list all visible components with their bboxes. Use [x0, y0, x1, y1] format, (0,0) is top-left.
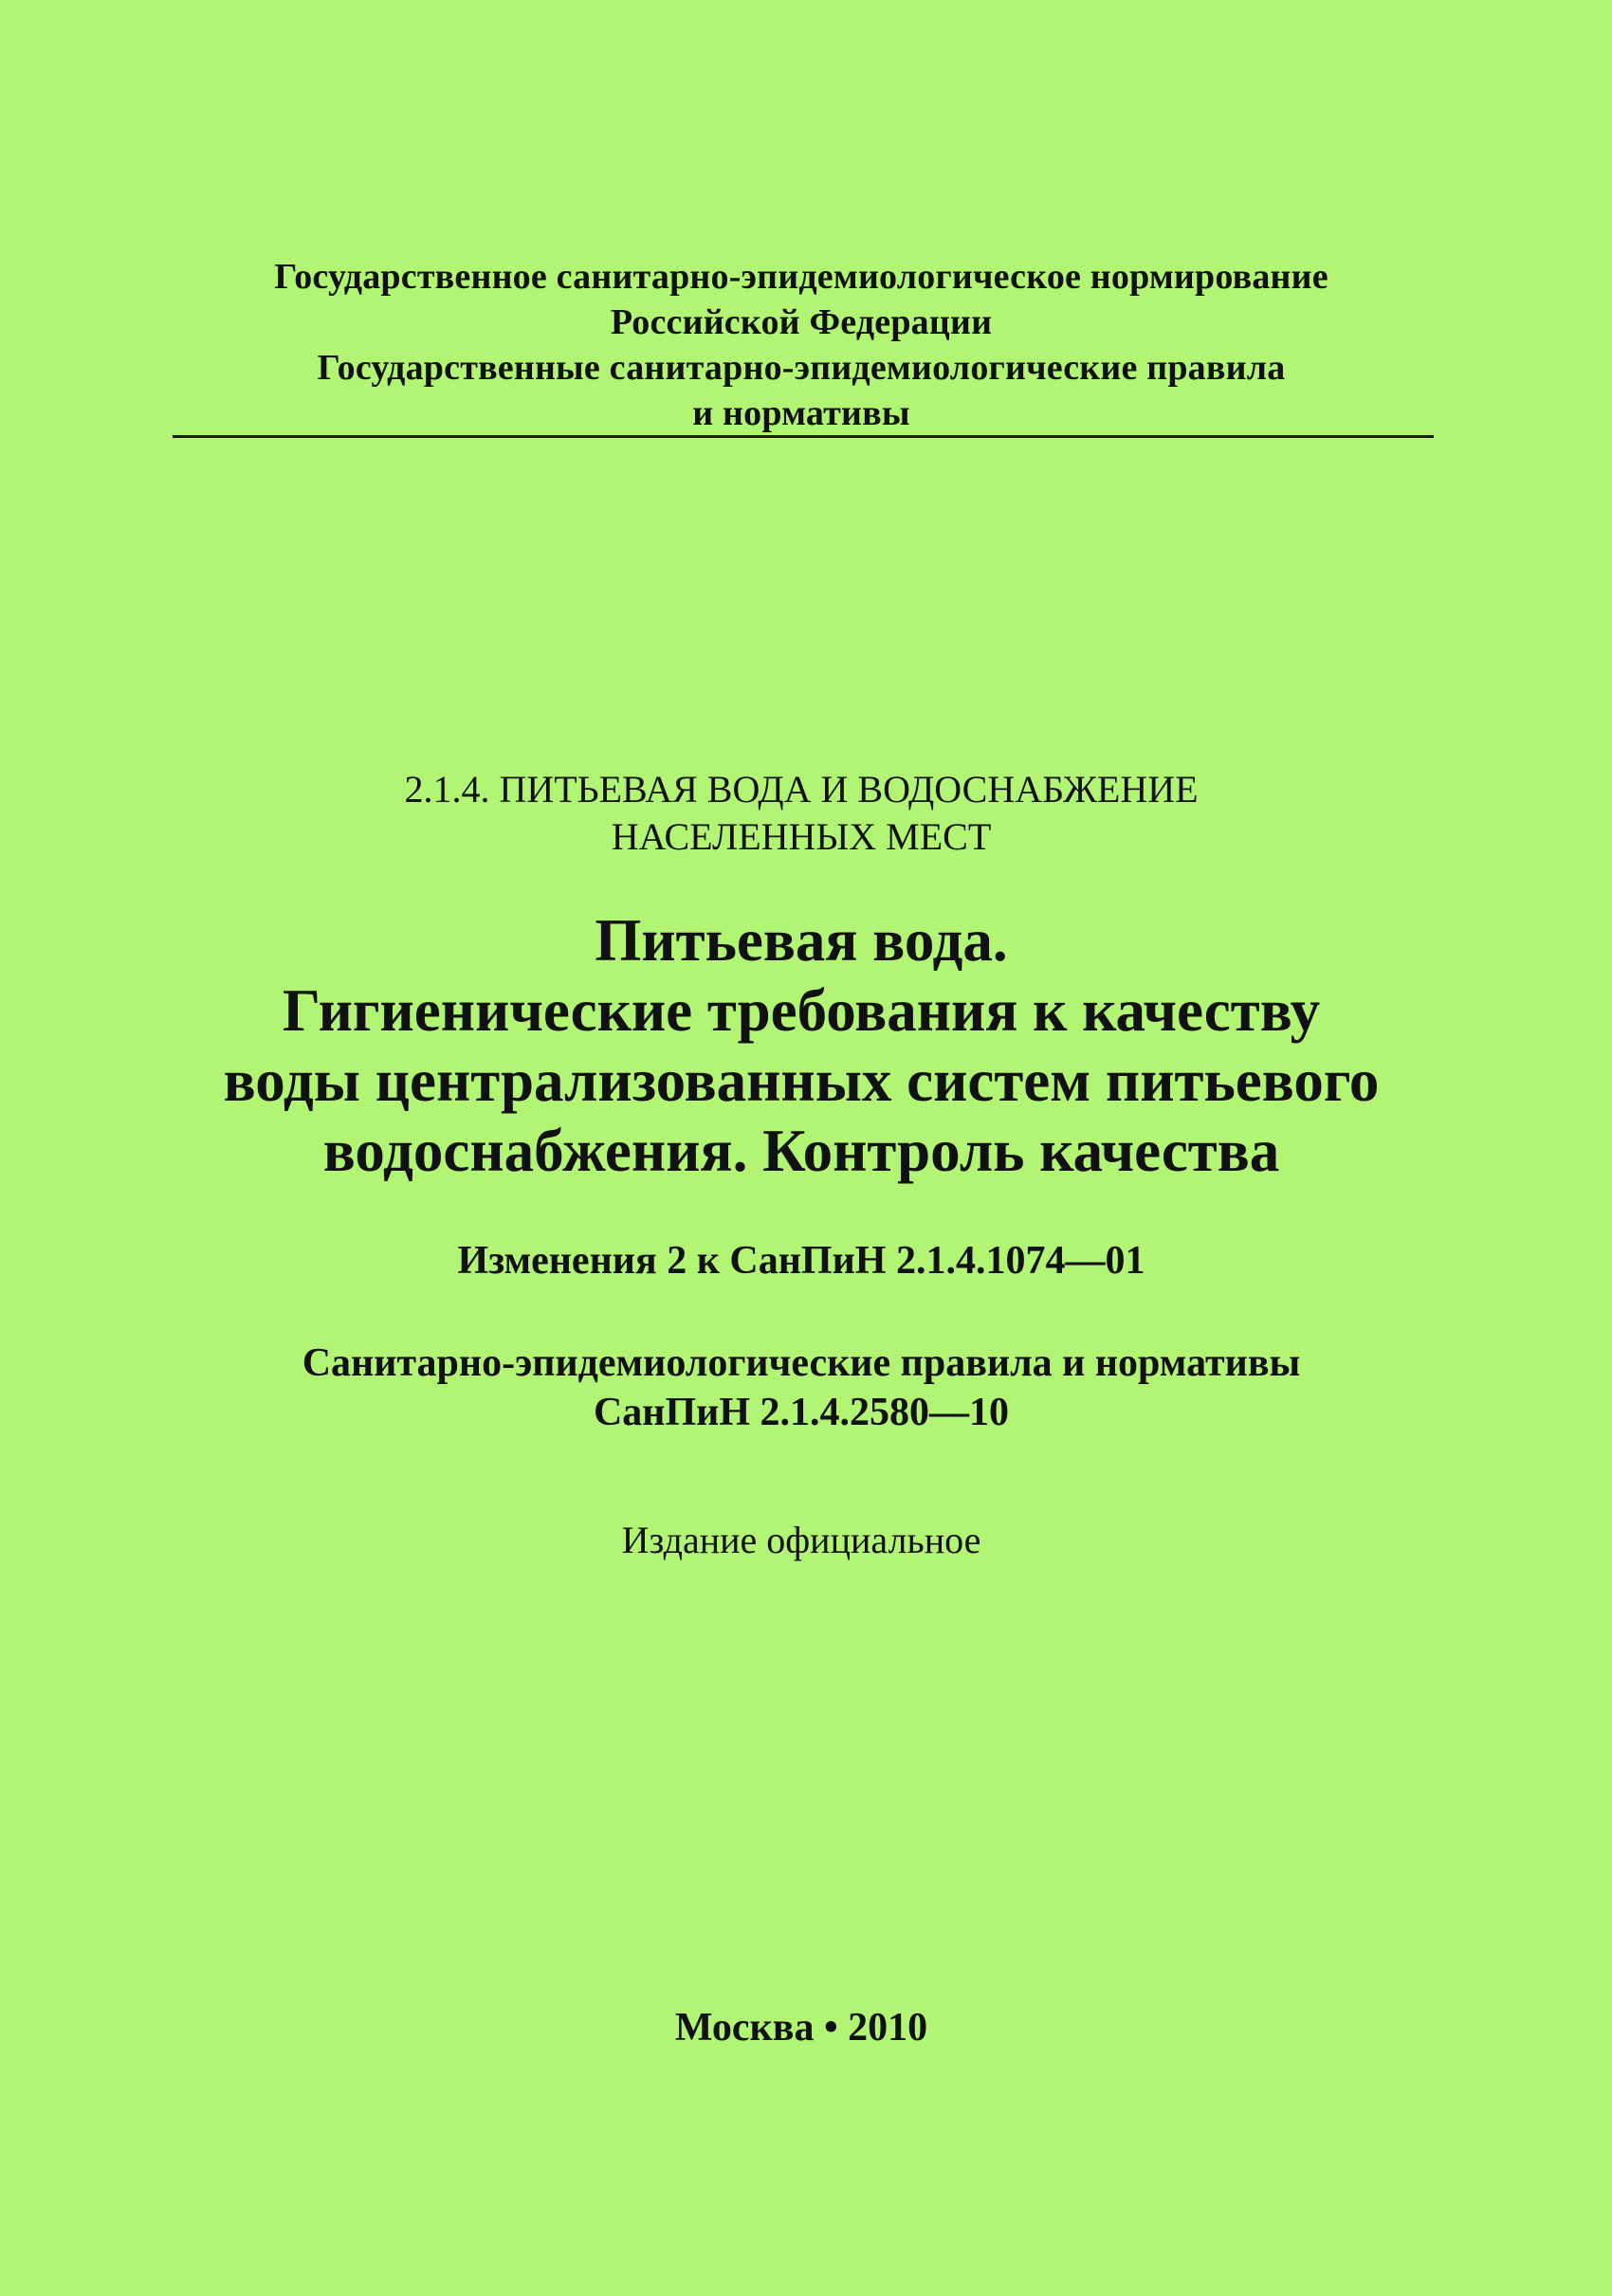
header-line: Государственное санитарно-эпидемиологическое нормирование — [274, 257, 1328, 297]
document-title — [95, 905, 1508, 1186]
issuing-body-header — [171, 254, 1432, 436]
header-line: Российской Федерации — [610, 302, 993, 342]
rules-line: СанПиН 2.1.4.2580—10 — [593, 1391, 1010, 1434]
rules-line: Санитарно-эпидемиологические правила и нормативы — [302, 1341, 1301, 1385]
section-heading — [171, 766, 1432, 861]
edition-note: Издание официальное — [621, 1519, 981, 1561]
imprint-place-year: Москва • 2010 — [674, 2006, 928, 2050]
title-line: водоснабжения. Контроль качества — [322, 1118, 1280, 1184]
amendment-line: Изменения 2 к СанПиН 2.1.4.1074—01 — [457, 1239, 1145, 1283]
header-line: и нормативы — [692, 393, 910, 433]
rules-designation — [171, 1339, 1432, 1437]
header-line: Государственные санитарно-эпидемиологические правила — [317, 348, 1286, 388]
header-divider — [173, 435, 1434, 438]
section-line: 2.1.4. ПИТЬЕВАЯ ВОДА И ВОДОСНАБЖЕНИЕ — [404, 768, 1199, 811]
title-line: Питьевая вода. — [595, 907, 1008, 974]
title-line: Гигиенические требования к качеству — [282, 977, 1321, 1044]
title-line: воды централизованных систем питьевого — [223, 1048, 1380, 1114]
section-line: НАСЕЛЕННЫХ МЕСТ — [611, 815, 992, 858]
